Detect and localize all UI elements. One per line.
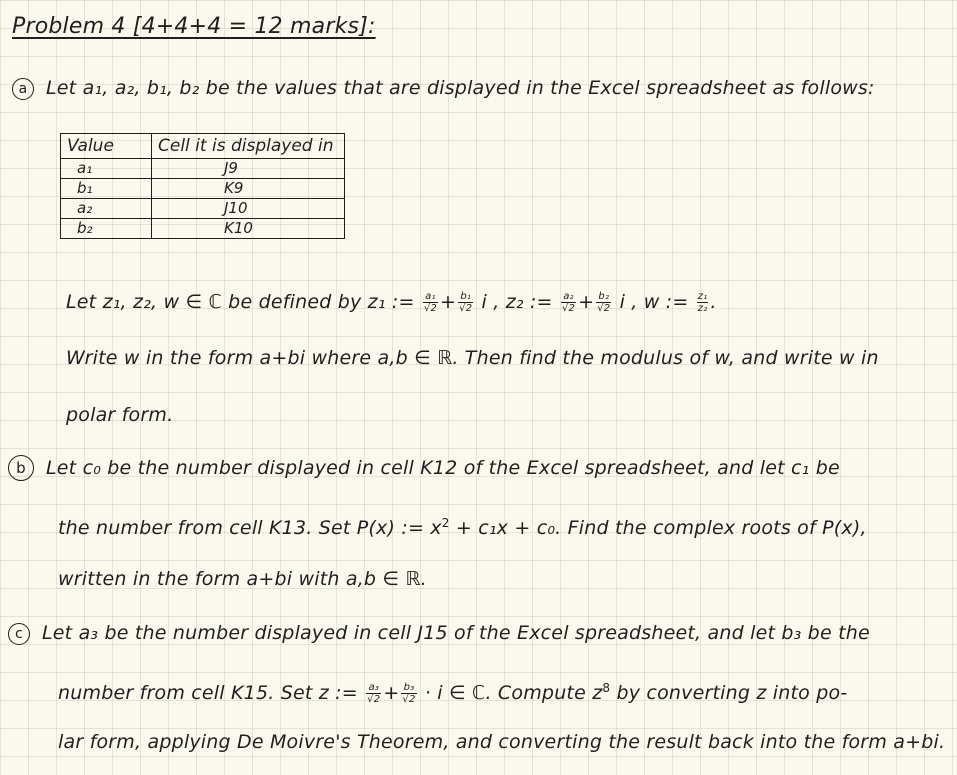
part-a-intro-text: Let a₁, a₂, b₁, b₂ be the values that are displayed in the Excel spreadsheet as follows: [46,77,875,99]
table-cell-value: a₁ [61,159,152,179]
value-cell-table [60,133,345,239]
table-cell-value: a₂ [61,199,152,219]
part-a-marker: a [12,78,34,100]
part-a-intro [12,76,875,100]
table-row [61,159,345,179]
table-row [61,219,345,239]
part-c-line-3: lar form, applying De Moivre's Theorem, and converting the result back into the form a+bi. [58,731,946,753]
part-b-line-1-text: Let c₀ be the number displayed in cell K12 of the Excel spreadsheet, and let c₁ be [46,457,840,479]
table-cell-location: K10 [152,219,345,239]
z-imag-fraction: $\frac{\text{b₃}}{√2}$ [402,682,416,705]
table-row [61,199,345,219]
part-c-line-1-text: Let a₃ be the number displayed in cell J15 of the Excel spreadsheet, and let b₃ be the [42,622,870,644]
z1-real-fraction: $\frac{\text{a₁}}{√2}$ [423,291,438,314]
z2-imag-fraction: $\frac{\text{b₂}}{√2}$ [597,291,611,314]
w-separator: i , w := [619,291,689,313]
w-fraction: $\frac{\text{z₁}}{\text{z₂}}$ [697,291,708,314]
part-a-definition: Let z₁, z₂, w ∈ ℂ be defined by z₁ := $\frac{\text{a₁}}{√2}$ + $\frac{\text{b₁}}{√2}$ i , z₂ := $\frac{\text{a₂}}{√2}$ + $\frac{\text{b₂}}{√2}$ i , w := $\frac{\text{z₁}}{\text{z₂}}$ . [66,291,717,314]
definition-prefix: Let z₁, z₂, w ∈ ℂ be defined by z₁ := [66,291,415,313]
problem-title: Problem 4 [4+4+4 = 12 marks]: [12,14,376,39]
exponent-8: 8 [602,681,611,695]
table-cell-location: J9 [152,159,345,179]
z-real-fraction: $\frac{\text{a₃}}{√2}$ [367,682,381,705]
part-c-line-2: number from cell K15. Set z := $\frac{\text{a₃}}{√2}$ + $\frac{\text{b₃}}{√2}$ · i ∈ ℂ. Compute $z^8$ by converting z into po- [58,681,848,705]
part-c-marker: c [8,623,30,645]
z1-imag-fraction: $\frac{\text{b₁}}{√2}$ [459,291,473,314]
z2-separator: i , z₂ := [481,291,553,313]
part-b-line-2: the number from cell K13. Set P(x) := $x^2 + c_1x + c_0$. Find the complex roots of P(x), [58,516,867,539]
z2-real-fraction: $\frac{\text{a₂}}{√2}$ [561,291,576,314]
table-header-cell: Cell it is displayed in [152,134,345,159]
part-b-line-3: written in the form a+bi with a,b ∈ ℝ. [58,568,427,590]
table-cell-value: b₂ [61,219,152,239]
part-b-marker: b [8,455,34,481]
table-cell-value: b₁ [61,179,152,199]
part-b-line-1 [8,455,840,481]
part-c-line-1 [8,621,870,645]
part-a-write-line: Write w in the form a+bi where a,b ∈ ℝ. Then find the modulus of w, and write w in [66,347,879,369]
table-header-value: Value [61,134,152,159]
table-header-row [61,134,345,159]
table-cell-location: J10 [152,199,345,219]
exponent-2: 2 [441,516,450,530]
table-cell-location: K9 [152,179,345,199]
part-a-polar-line: polar form. [66,404,174,426]
table-row [61,179,345,199]
